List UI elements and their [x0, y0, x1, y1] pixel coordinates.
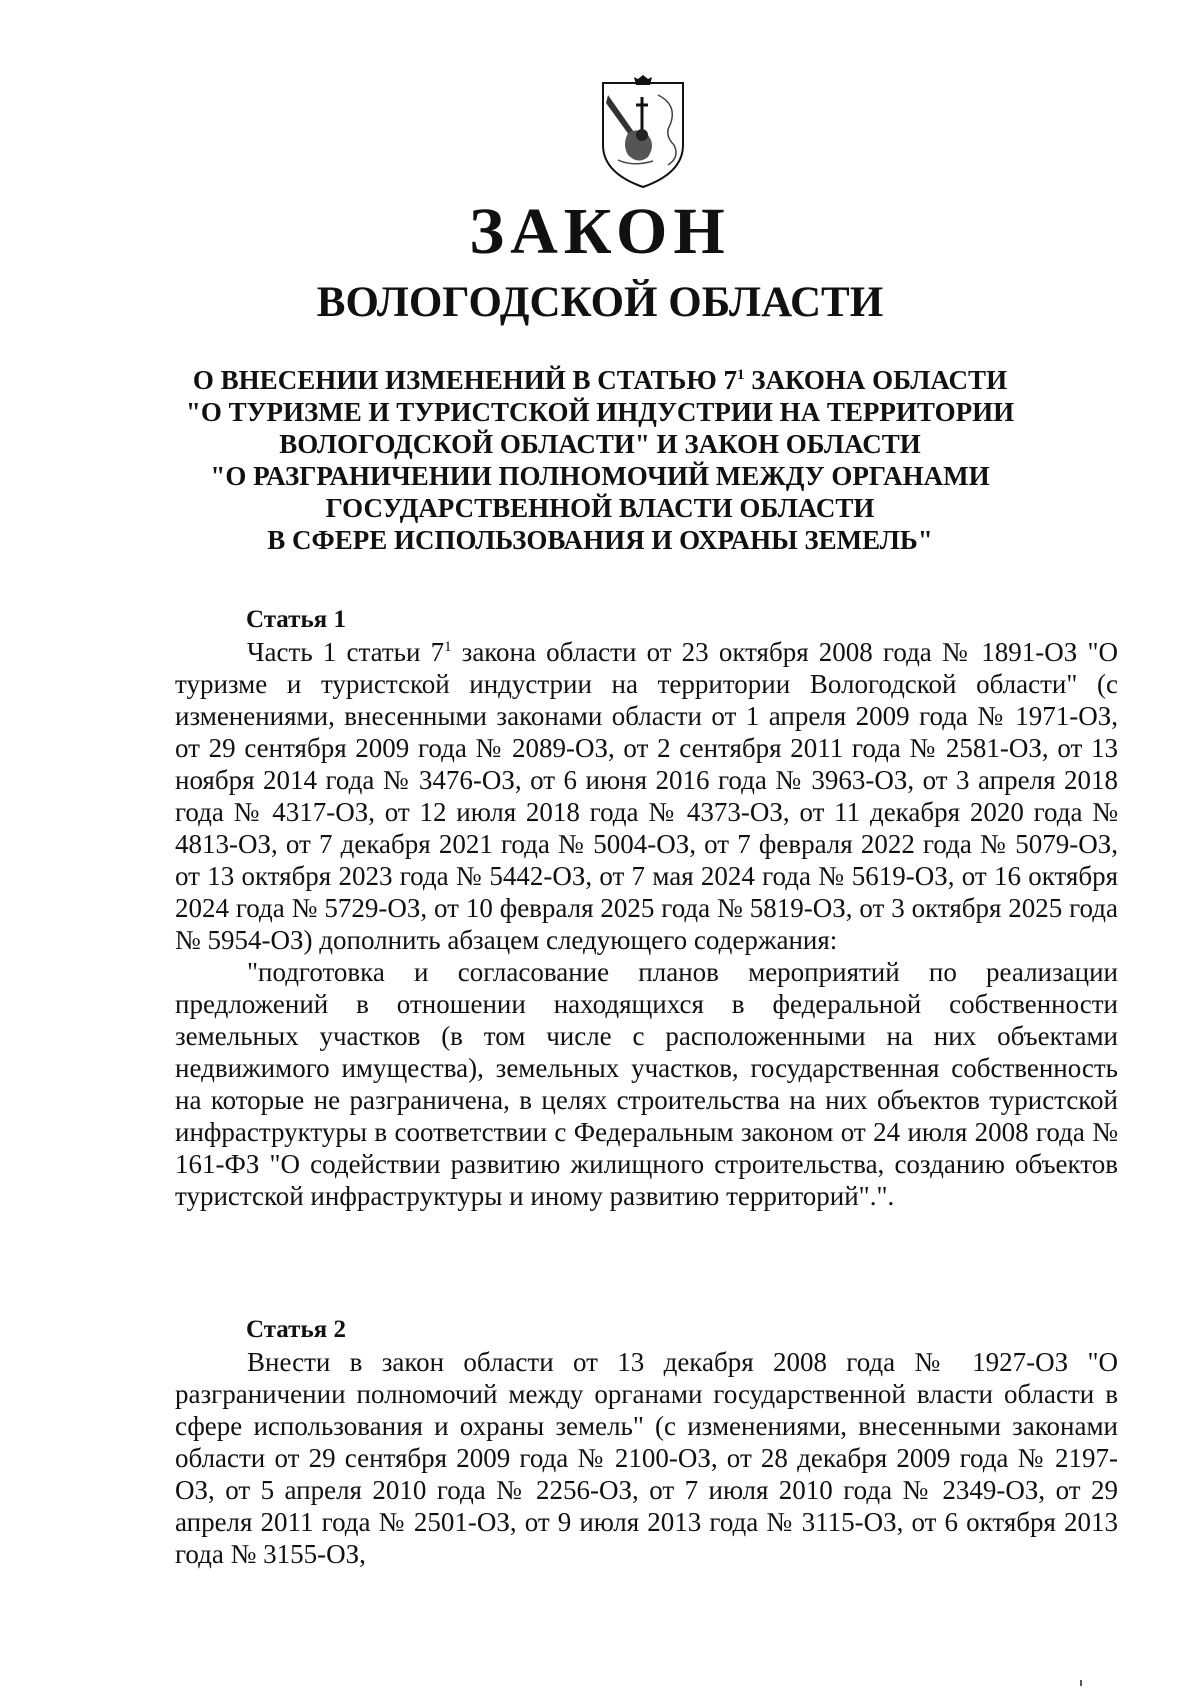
- article-2-paragraph-1: Внести в закон области от 13 декабря 2008 года № 1927-ОЗ "О разграничении полномочий между органами государственной власти области в сфере использования и охраны земель" (с изменениями, внесенными законами области от 29 сентября 2009 года № 2100-ОЗ, от 28 декабря 2009 года № 2197-ОЗ, от 5 апреля 2010 года № 2256-ОЗ, от 7 июля 2010 года № 2349-ОЗ, от 29 апреля 2011 года № 2501-ОЗ, от 9 июля 2013 года № 3115-ОЗ, от 6 октября 2013 года № 3155-ОЗ,: [175, 1347, 1118, 1569]
- article-2-heading: Статья 2: [246, 1316, 346, 1343]
- article-2-body: [175, 1346, 1118, 1570]
- article-1-paragraph-2: "подготовка и согласование планов мероприятий по реализации предложений в отношении находящихся в федеральной собственности земельных участков (в том числе с расположенными на них объектами недвижимого имущества), земельных участков, государственная собственность на которые не разграничена, в целях строительства на них объектов туристской инфраструктуры в соответствии с Федеральным законом от 24 июля 2008 года № 161-ФЗ "О содействии развитию жилищного строительства, созданию объектов туристской инфраструктуры и иному развитию территорий".".: [175, 957, 1118, 1211]
- subtitle-line-4: "О РАЗГРАНИЧЕНИИ ПОЛНОМОЧИЙ МЕЖДУ ОРГАНАМИ: [210, 461, 990, 491]
- subtitle-line-6: В СФЕРЕ ИСПОЛЬЗОВАНИЯ И ОХРАНЫ ЗЕМЕЛЬ": [267, 525, 933, 555]
- law-region: ВОЛОГОДСКОЙ ОБЛАСТИ: [316, 279, 884, 326]
- subtitle-line-1: О ВНЕСЕНИИ ИЗМЕНЕНИЙ В СТАТЬЮ $7^1$ ЗАКОНА ОБЛАСТИ: [192, 365, 1008, 395]
- subtitle-line-5: ГОСУДАРСТВЕННОЙ ВЛАСТИ ОБЛАСТИ: [325, 493, 875, 523]
- article-1-heading: Статья 1: [246, 606, 346, 633]
- law-subtitle: [150, 364, 1050, 556]
- subtitle-line-2: "О ТУРИЗМЕ И ТУРИСТСКОЙ ИНДУСТРИИ НА ТЕРРИТОРИИ: [185, 397, 1015, 427]
- subtitle-line-3: ВОЛОГОДСКОЙ ОБЛАСТИ" И ЗАКОН ОБЛАСТИ: [279, 429, 921, 459]
- article-1-paragraph-1: Часть 1 статьи $7^1$ закона области от 23 октября 2008 года № 1891-ОЗ "О туризме и туристской индустрии на территории Вологодской области" (с изменениями, внесенными законами области от 1 апреля 2009 года № 1971-ОЗ, от 29 сентября 2009 года № 2089-ОЗ, от 2 сентября 2011 года № 2581-ОЗ, от 13 ноября 2014 года № 3476-ОЗ, от 6 июня 2016 года № 3963-ОЗ, от 3 апреля 2018 года № 4317-ОЗ, от 12 июля 2018 года № 4373-ОЗ, от 11 декабря 2020 года № 4813-ОЗ, от 7 декабря 2021 года № 5004-ОЗ, от 7 февраля 2022 года № 5079-ОЗ, от 13 октября 2023 года № 5442-ОЗ, от 7 мая 2024 года № 5619-ОЗ, от 16 октября 2024 года № 5729-ОЗ, от 10 февраля 2025 года № 5819-ОЗ, от 3 октября 2025 года № 5954-ОЗ) дополнить абзацем следующего содержания:: [175, 637, 1118, 955]
- article-1-body: [175, 636, 1118, 1212]
- scan-mark: [1080, 1680, 1082, 1686]
- coat-of-arms-icon: [598, 75, 688, 190]
- law-title: ЗАКОН: [469, 195, 731, 268]
